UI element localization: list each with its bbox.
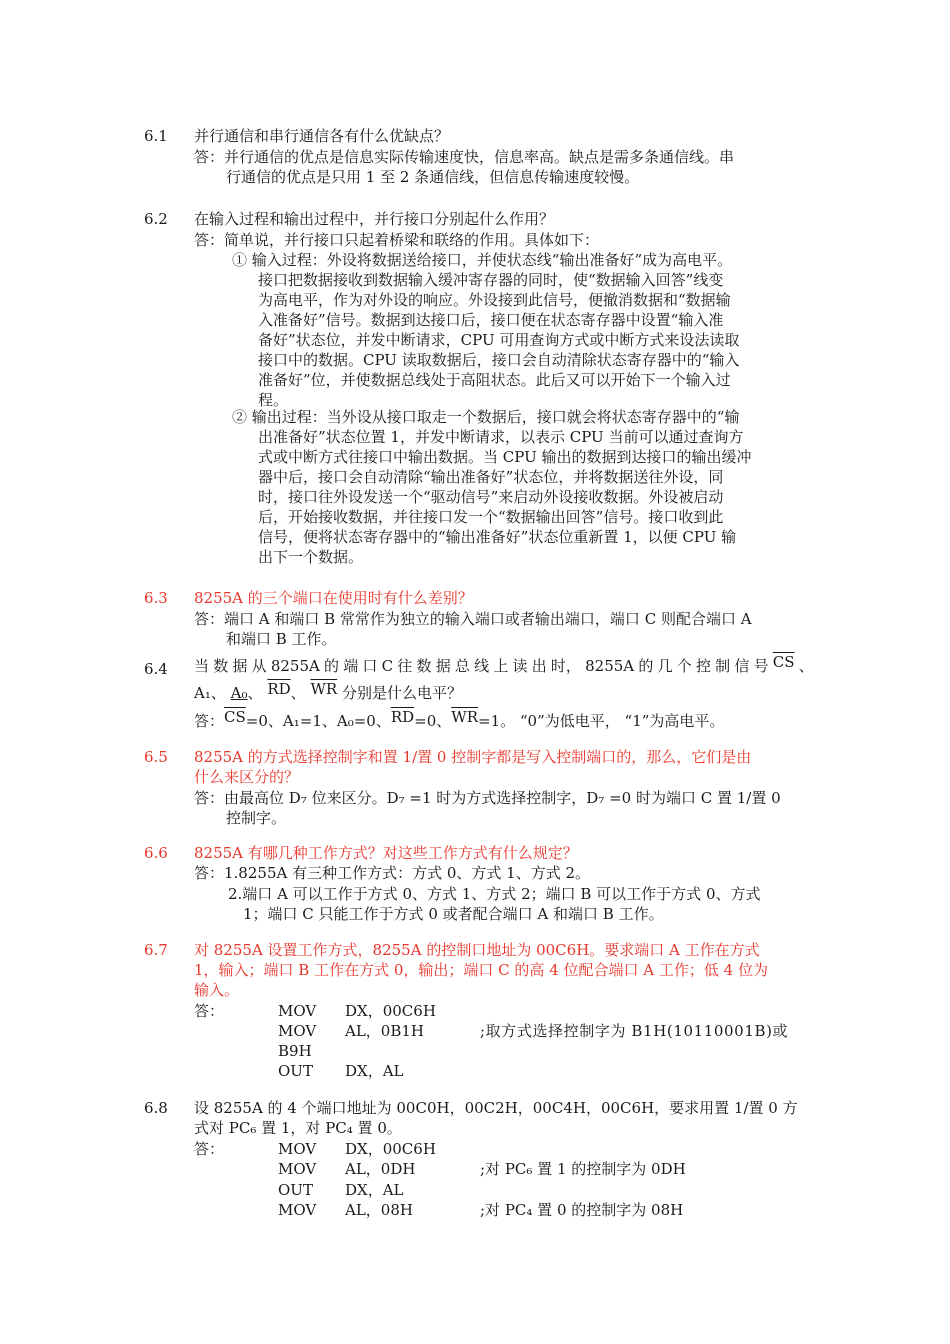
code-arg: AL，0B1H xyxy=(345,1022,424,1040)
code-op: MOV xyxy=(278,1160,317,1178)
q67-answer-label: 答： xyxy=(194,1002,225,1020)
q66-answer-line: 1；端口 C 只能工作于方式 0 或者配合端口 A 和端口 B 工作。 xyxy=(243,905,664,923)
q64-word: 从 xyxy=(251,657,267,675)
wr-signal: $\overline{WR}$ xyxy=(451,708,478,726)
q62-input-line: 为高电平，作为对外设的响应。外设接到此信号，便撤消数据和“数据输 xyxy=(258,291,731,309)
q62-output-line: 出准备好”状态位置 1，并发中断请求，以表示 CPU 当前可以通过查询方 xyxy=(258,428,744,446)
code-op: MOV xyxy=(278,1140,317,1158)
q68-number: 6.8 xyxy=(144,1099,168,1117)
a0-signal: A₀ xyxy=(230,684,248,702)
q62-output-line: 信号，便将状态寄存器中的“输出准备好”状态位重新置 1，以便 CPU 输 xyxy=(258,528,737,546)
rd-signal: $\overline{RD}$ xyxy=(390,708,415,726)
q64-word: 上 xyxy=(493,657,509,675)
a1-a0-values: A₁=1、A₀=0、 xyxy=(282,712,391,730)
q64-word: 据 xyxy=(232,657,248,675)
q64-word: 总 xyxy=(454,657,470,675)
q67-number: 6.7 xyxy=(144,941,168,959)
wr-value: =1。 “0”为低电平， “1”为高电平。 xyxy=(478,712,725,730)
q64-word: 据 xyxy=(435,657,451,675)
q64-word: 8255A xyxy=(585,657,635,675)
q62-question: 在输入过程和输出过程中，并行接口分别起什么作用？ xyxy=(194,210,555,228)
q65-number: 6.5 xyxy=(144,748,168,766)
q62-number: 6.2 xyxy=(144,210,168,228)
q62-output-line: 出下一个数据。 xyxy=(258,548,364,566)
q64-word: 控 xyxy=(695,657,711,675)
q68-answer-label: 答： xyxy=(194,1140,225,1158)
q64-question-tail: 分别是什么电平？ xyxy=(341,684,462,702)
q68-question-line: 设 8255A 的 4 个端口地址为 00C0H，00C2H，00C4H，00C6H，要求用置 1/置 0 方 xyxy=(194,1099,798,1117)
separator: 、 xyxy=(798,657,814,675)
q65-answer-line: 控制字。 xyxy=(226,809,287,827)
answer-prefix: 答： xyxy=(194,712,225,730)
q64-word: 出 xyxy=(531,657,547,675)
q65-question-line: 什么来区分的？ xyxy=(194,768,300,786)
q62-input-line: 入准备好”信号。数据到达接口后，接口便在状态寄存器中设置“输入准 xyxy=(258,311,724,329)
separator: 、 xyxy=(290,684,306,702)
q64-word: 数 xyxy=(416,657,432,675)
q64-word: 几 xyxy=(657,657,673,675)
q62-input-line: 程。 xyxy=(258,391,289,409)
code-op: OUT xyxy=(278,1181,313,1199)
q63-number: 6.3 xyxy=(144,589,168,607)
q64-word: 个 xyxy=(676,657,692,675)
q63-answer-line: 和端口 B 工作。 xyxy=(226,630,337,648)
code-comment: ;取方式选择控制字为 B1H(10110001B)或 xyxy=(480,1022,789,1040)
q64-word: 口 xyxy=(362,657,378,675)
q64-word: 制 xyxy=(715,657,731,675)
a1-signal: A₁ xyxy=(194,684,211,702)
wr-signal: $\overline{WR}$ xyxy=(310,680,338,698)
q61-question: 并行通信和串行通信各有什么优缺点？ xyxy=(194,127,450,145)
q64-word: 往 xyxy=(397,657,413,675)
q63-answer-line: 答：端口 A 和端口 B 常常作为独立的输入端口或者输出端口，端口 C 则配合端口 A xyxy=(194,610,752,628)
q64-word: 8255A xyxy=(270,657,320,675)
code-op: MOV xyxy=(278,1022,317,1040)
q64-word: 的 xyxy=(324,657,340,675)
q62-output-line: 器中后，接口会自动清除“输出准备好”状态位，并将数据送往外设，同 xyxy=(258,468,724,486)
code-comment: ;对 PC₆ 置 1 的控制字为 0DH xyxy=(480,1160,686,1178)
q67-question-line: 对 8255A 设置工作方式，8255A 的控制口地址为 00C6H。要求端口 A 工作在方式 xyxy=(194,941,760,959)
code-op: MOV xyxy=(278,1002,317,1020)
q62-input-line: 接口把数据接收到数据输入缓冲寄存器的同时，使“数据输入回答”线变 xyxy=(258,271,724,289)
q61-answer-line: 答：并行通信的优点是信息实际传输速度快，信息率高。缺点是需多条通信线。串 xyxy=(194,148,735,166)
cs-value: =0、 xyxy=(245,712,283,730)
q64-word: 的 xyxy=(638,657,654,675)
q62-input-line: ① 输入过程：外设将数据送给接口，并使状态线“输出准备好”成为高电平。 xyxy=(232,251,733,269)
code-comment: ;对 PC₄ 置 0 的控制字为 08H xyxy=(480,1201,684,1219)
q62-output-line: ② 输出过程：当外设从接口取走一个数据后，接口就会将状态寄存器中的“输 xyxy=(232,408,740,426)
q66-number: 6.6 xyxy=(144,844,168,862)
q64-word: 数 xyxy=(213,657,229,675)
q64-answer-line xyxy=(194,708,725,731)
q62-output-line: 后，开始接收数据，并往接口发一个“数据输出回答”信号。接口收到此 xyxy=(258,508,724,526)
q66-question: 8255A 有哪几种工作方式？对这些工作方式有什么规定？ xyxy=(194,844,578,862)
rd-value: =0、 xyxy=(414,712,452,730)
q62-answer-intro: 答：简单说，并行接口只起着桥梁和联络的作用。具体如下： xyxy=(194,231,600,249)
q66-answer-line: 2.端口 A 可以工作于方式 0、方式 1、方式 2；端口 B 可以工作于方式 0、方式 xyxy=(228,885,761,903)
separator: 、 xyxy=(247,684,263,702)
q64-question-line xyxy=(194,653,814,676)
q64-word: 线 xyxy=(474,657,490,675)
q64-word: 端 xyxy=(343,657,359,675)
q68-question-line: 式对 PC₆ 置 1，对 PC₄ 置 0。 xyxy=(194,1119,402,1137)
code-op: MOV xyxy=(278,1201,317,1219)
code-arg: DX，AL xyxy=(345,1062,404,1080)
q62-input-line: 准备好”位，并使数据总线处于高阻状态。此后又可以开始下一个输入过 xyxy=(258,371,731,389)
q64-number: 6.4 xyxy=(144,660,168,678)
code-arg: DX，00C6H xyxy=(345,1140,436,1158)
q62-input-line: 接口中的数据。CPU 读取数据后，接口会自动清除状态寄存器中的“输入 xyxy=(258,351,740,369)
code-arg: DX，00C6H xyxy=(345,1002,436,1020)
code-op: OUT xyxy=(278,1062,313,1080)
q64-word: 读 xyxy=(512,657,528,675)
q64-word: 号 xyxy=(753,657,769,675)
code-arg: AL，0DH xyxy=(345,1160,416,1178)
q63-question: 8255A 的三个端口在使用时有什么差别？ xyxy=(194,589,473,607)
q62-input-line: 备好”状态位，并发中断请求，CPU 可用查询方式或中断方式来设法读取 xyxy=(258,331,740,349)
q65-question-line: 8255A 的方式选择控制字和置 1/置 0 控制字都是写入控制端口的，那么，它们是由 xyxy=(194,748,752,766)
q64-word: 当 xyxy=(194,657,210,675)
q64-question-line-2 xyxy=(194,680,462,703)
q67-question-line: 1，输入；端口 B 工作在方式 0，输出；端口 C 的高 4 位配合端口 A 工作；低 4 位为 xyxy=(194,961,768,979)
rd-signal: $\overline{RD}$ xyxy=(267,680,291,698)
q64-word: 信 xyxy=(734,657,750,675)
q64-word: C xyxy=(381,657,394,675)
code-comment-wrap: B9H xyxy=(278,1042,312,1060)
q61-number: 6.1 xyxy=(144,127,168,145)
q64-word: 时， xyxy=(550,657,581,675)
q62-output-line: 式或中断方式往接口中输出数据。当 CPU 输出的数据到达接口的输出缓冲 xyxy=(258,448,752,466)
separator: 、 xyxy=(210,684,226,702)
code-arg: DX，AL xyxy=(345,1181,404,1199)
q65-answer-line: 答：由最高位 D₇ 位来区分。D₇ =1 时为方式选择控制字，D₇ =0 时为端口 C 置 1/置 0 xyxy=(194,789,781,807)
q61-answer-line: 行通信的优点是只用 1 至 2 条通信线，但信息传输速度较慢。 xyxy=(226,168,640,186)
code-arg: AL，08H xyxy=(345,1201,413,1219)
cs-signal: $\overline{CS}$ xyxy=(224,708,246,726)
cs-signal: $\overline{CS}$ xyxy=(772,653,795,671)
q67-question-line: 输入。 xyxy=(194,981,240,999)
q66-answer-line: 答：1.8255A 有三种工作方式：方式 0、方式 1、方式 2。 xyxy=(194,864,591,882)
q62-output-line: 时，接口往外设发送一个“驱动信号”来启动外设接收数据。外设被启动 xyxy=(258,488,724,506)
